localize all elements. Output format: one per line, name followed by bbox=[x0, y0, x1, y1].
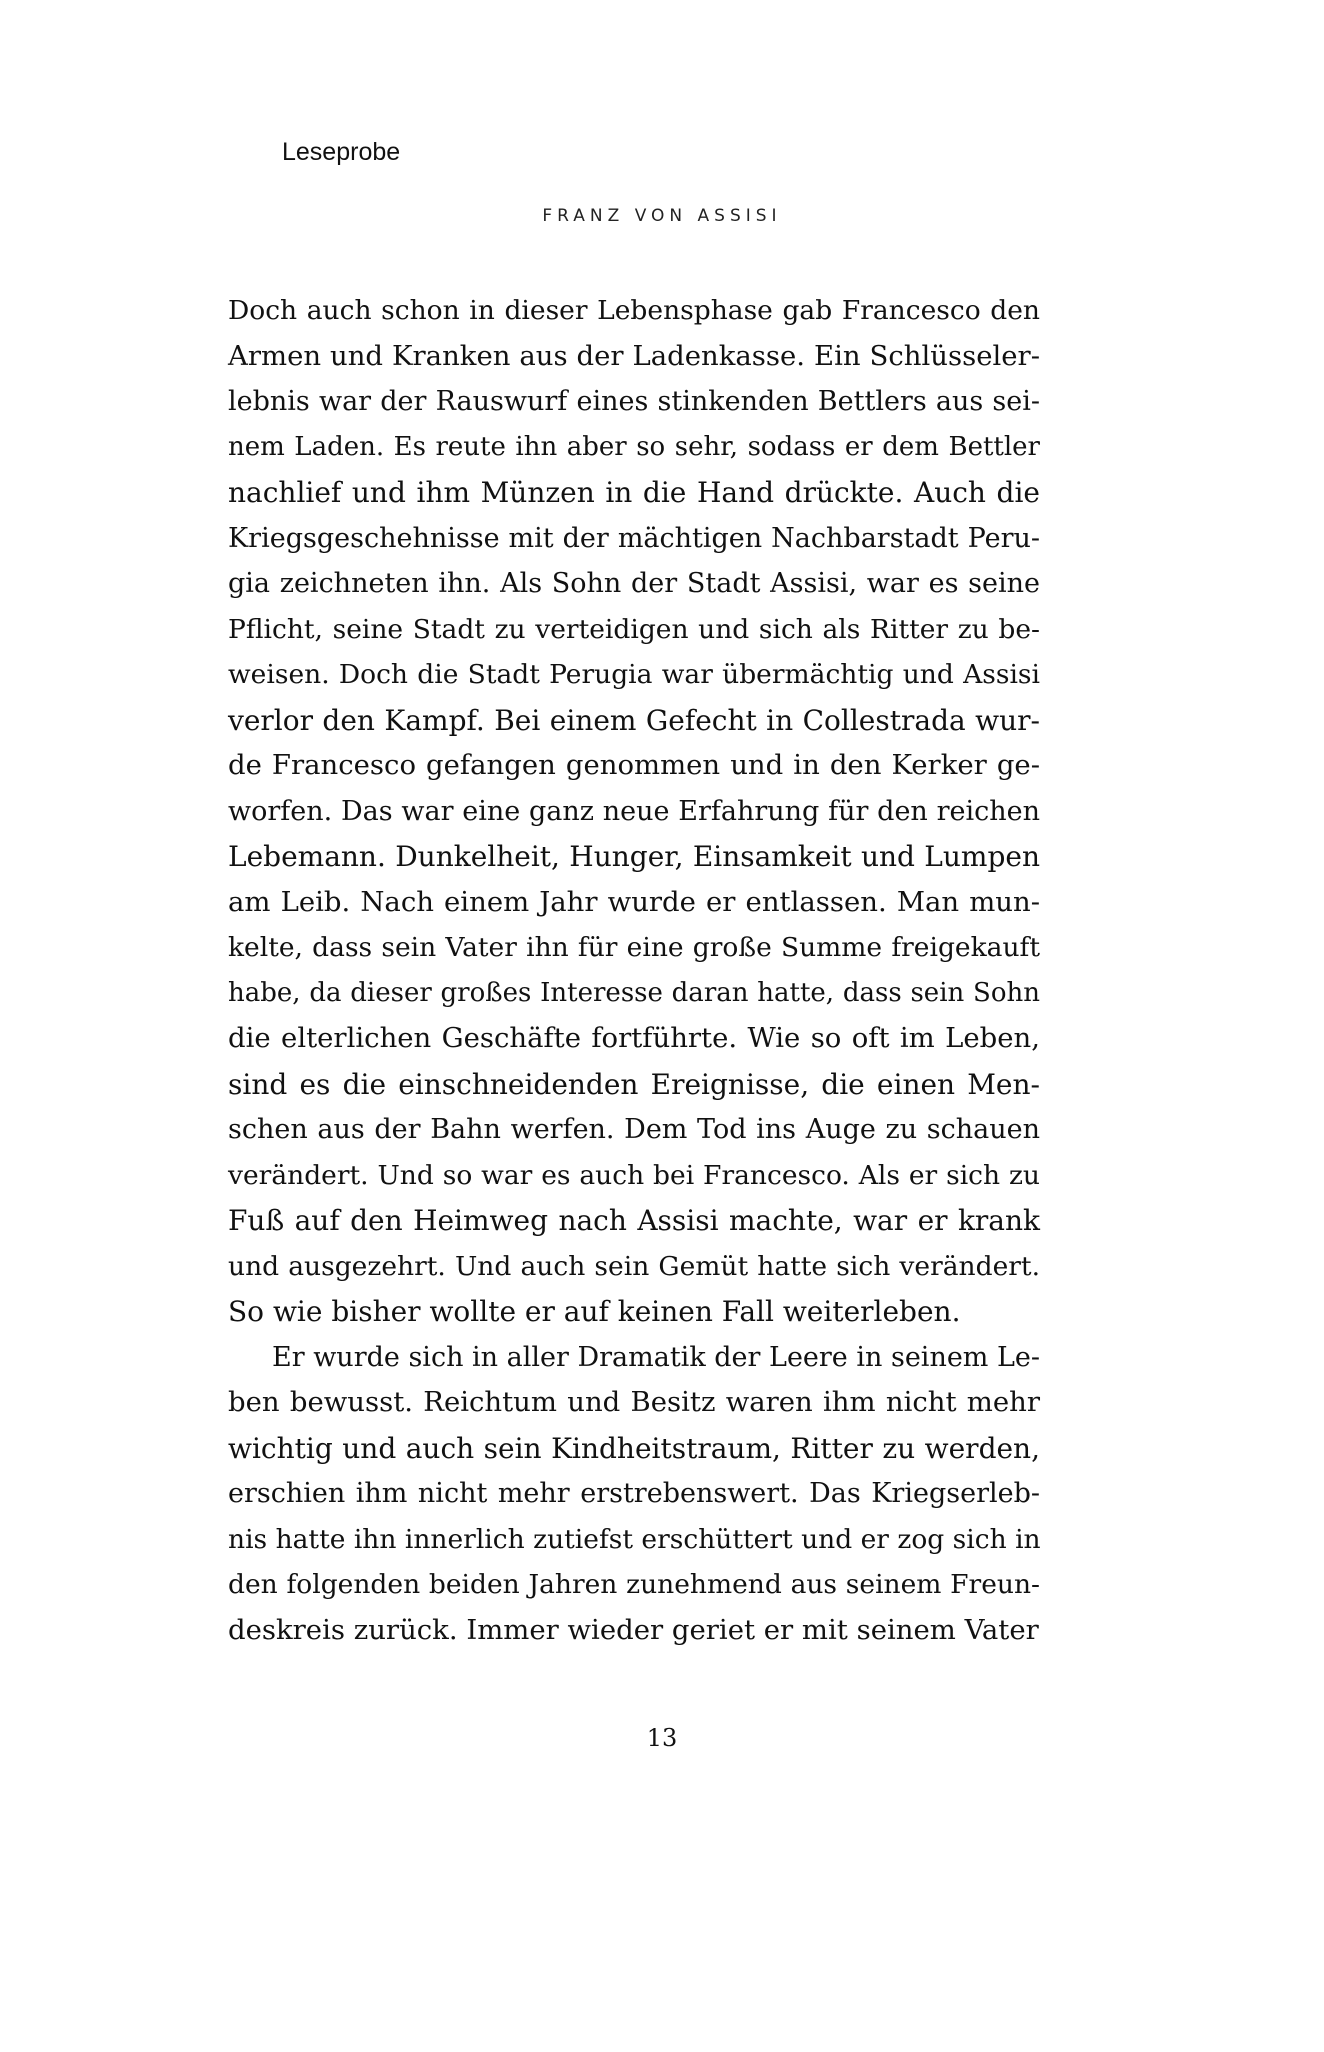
text-line: die elterlichen Geschäfte fortführte. Wie so oft im Leben, bbox=[228, 1022, 1040, 1054]
text-line: nachlief und ihm Münzen in die Hand drückte. Auch die bbox=[228, 476, 1040, 509]
text-line: verlor den Kampf. Bei einem Gefecht in Collestrada wur- bbox=[228, 703, 1040, 737]
text-line: deskreis zurück. Immer wieder geriet er mit seinem Vater bbox=[228, 1613, 1039, 1646]
text-line: worfen. Das war eine ganz neue Erfahrung für den reichen bbox=[228, 795, 1040, 827]
text-line: weisen. Doch die Stadt Perugia war übermächtig und Assisi bbox=[228, 659, 1040, 690]
text-line: sind es die einschneidenden Ereignisse, die einen Men- bbox=[228, 1067, 1040, 1101]
text-line: nis hatte ihn innerlich zutiefst erschüttert und er zog sich in bbox=[228, 1523, 1041, 1555]
text-line: gia zeichneten ihn. Als Sohn der Stadt Assisi, war es seine bbox=[228, 568, 1040, 599]
text-line: de Francesco gefangen genommen und in den Kerker ge- bbox=[228, 749, 1040, 781]
page-number: 13 bbox=[646, 1724, 678, 1752]
text-line: Er wurde sich in aller Dramatik der Leere in seinem Le- bbox=[272, 1341, 1041, 1373]
text-line: den folgenden beiden Jahren zunehmend aus seinem Freun- bbox=[228, 1569, 1040, 1600]
text-line: Kriegsgeschehnisse mit der mächtigen Nachbarstadt Peru- bbox=[228, 522, 1040, 554]
text-line: und ausgezehrt. Und auch sein Gemüt hatte sich verändert. bbox=[228, 1250, 1040, 1282]
text-line: kelte, dass sein Vater ihn für eine große Summe freigekauft bbox=[228, 932, 1040, 963]
paragraph bbox=[228, 1335, 1040, 1654]
running-head: FRANZ VON ASSISI bbox=[542, 206, 782, 226]
text-line: So wie bisher wollte er auf keinen Fall weiterleben. bbox=[228, 1295, 961, 1328]
text-line: Doch auch schon in dieser Lebensphase gab Francesco den bbox=[228, 295, 1040, 326]
text-line: Lebemann. Dunkelheit, Hunger, Einsamkeit und Lumpen bbox=[228, 840, 1040, 873]
text-line: ben bewusst. Reichtum und Besitz waren ihm nicht mehr bbox=[228, 1386, 1040, 1418]
text-line: Armen und Kranken aus der Ladenkasse. Ein Schlüsseler- bbox=[228, 339, 1040, 372]
body-text bbox=[228, 288, 1040, 1653]
text-line: lebnis war der Rauswurf eines stinkenden Bettlers aus sei- bbox=[228, 386, 1040, 417]
text-line: verändert. Und so war es auch bei Francesco. Als er sich zu bbox=[228, 1159, 1040, 1191]
text-line: habe, da dieser großes Interesse daran hatte, dass sein Sohn bbox=[228, 977, 1040, 1008]
text-line: wichtig und auch sein Kindheitstraum, Ritter zu werden, bbox=[228, 1431, 1040, 1465]
text-line: erschien ihm nicht mehr erstrebenswert. Das Kriegserleb- bbox=[228, 1478, 1040, 1509]
paragraph bbox=[228, 288, 1040, 1335]
text-line: Pflicht, seine Stadt zu verteidigen und sich als Ritter zu be- bbox=[228, 613, 1040, 645]
text-line: nem Laden. Es reute ihn aber so sehr, sodass er dem Bettler bbox=[228, 431, 1040, 462]
excerpt-label: Leseprobe bbox=[282, 138, 401, 166]
text-line: schen aus der Bahn werfen. Dem Tod ins Auge zu schauen bbox=[228, 1114, 1040, 1145]
text-line: Fuß auf den Heimweg nach Assisi machte, war er krank bbox=[228, 1204, 1040, 1237]
text-line: am Leib. Nach einem Jahr wurde er entlassen. Man mun- bbox=[228, 885, 1040, 918]
